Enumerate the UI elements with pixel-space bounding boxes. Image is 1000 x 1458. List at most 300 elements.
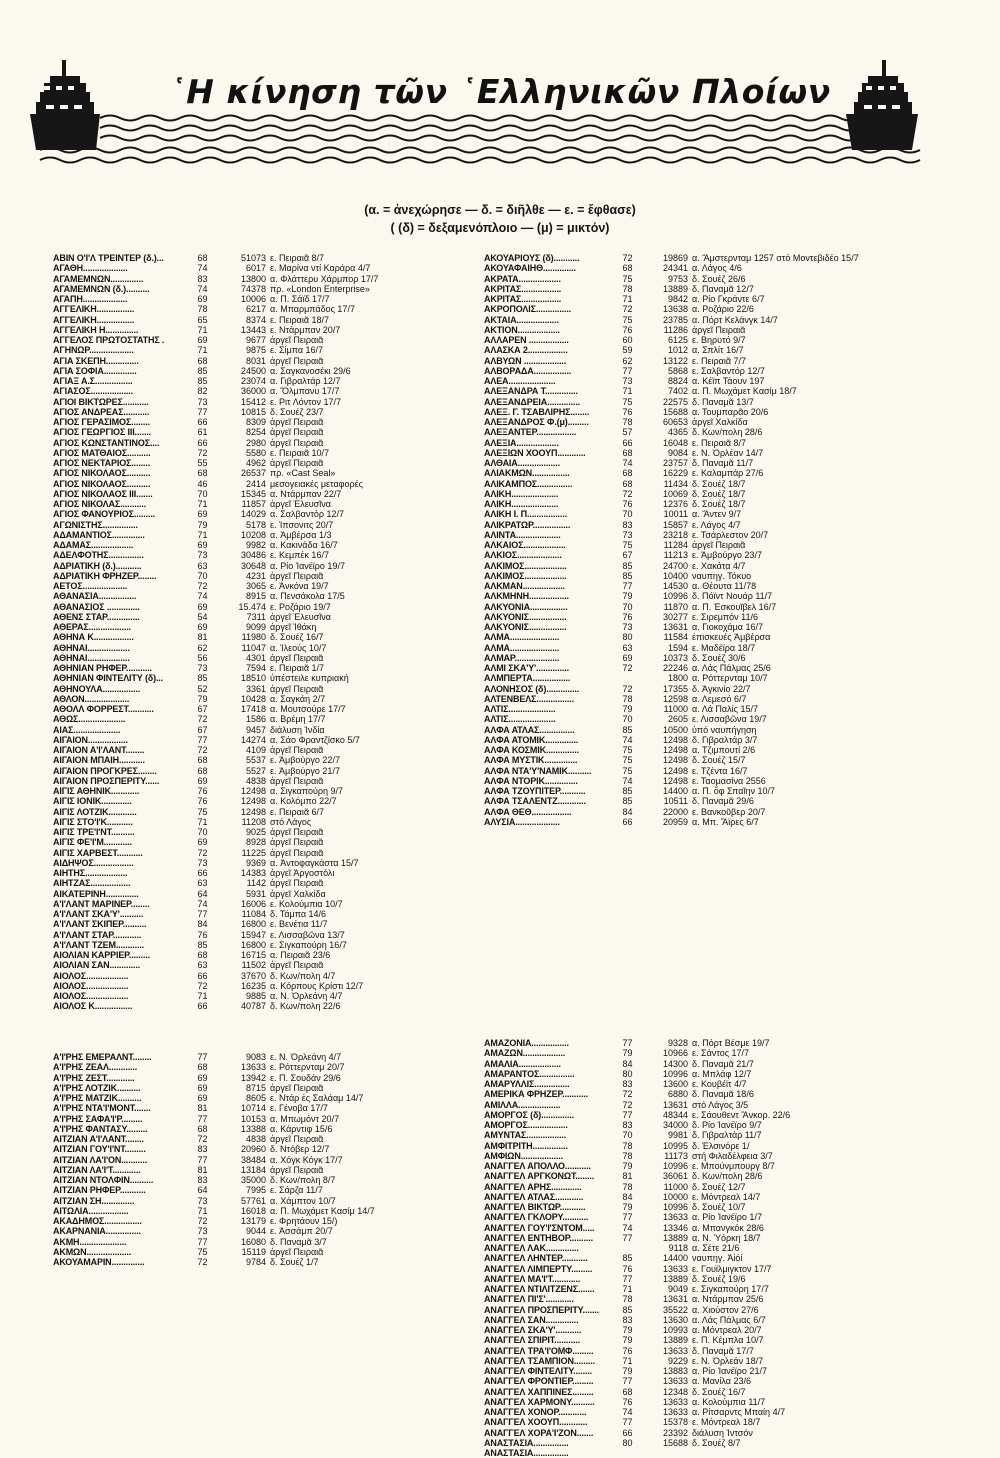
ship-name: Α'Ι'ΡΗΣ ΕΜΕΡΑΛΝΤ........ — [53, 1052, 152, 1062]
tonnage: 10208 — [240, 529, 266, 540]
ship-row — [484, 263, 860, 273]
ship-name: ΑΘΛΟΝ................... — [53, 693, 130, 704]
ship-status: α. Μπ. Ἄϊρες 6/7 — [692, 816, 759, 827]
ship-row — [53, 561, 445, 571]
build-year: 77 — [197, 909, 208, 919]
masthead — [0, 0, 1000, 190]
ship-name: ΑΙΑΣ.................... — [53, 724, 121, 735]
ship-row — [484, 776, 860, 786]
build-year: 59 — [622, 345, 633, 356]
build-year: 73 — [197, 857, 208, 868]
ship-name: Α'Ι'ΛΑΝΤ ΣΚΑ'Υ'.......... — [53, 909, 144, 919]
build-year: 79 — [622, 1325, 633, 1335]
tonnage: 13631 — [662, 1294, 688, 1305]
build-year: 84 — [622, 1191, 633, 1202]
tonnage: 36061 — [662, 1171, 688, 1182]
ship-row — [484, 643, 860, 653]
ship-status: δ. Σουέζ 10/7 — [692, 1202, 746, 1212]
ship-row — [53, 253, 445, 263]
ship-row — [53, 776, 445, 786]
ship-row — [53, 766, 445, 776]
ship-status: δ. Κων/πολη 8/7 — [270, 1175, 336, 1185]
ship-row — [53, 1083, 445, 1093]
build-year: 61 — [197, 427, 208, 438]
ship-status: α. Μπλάφ 12/7 — [692, 1068, 752, 1079]
build-year: 76 — [622, 611, 633, 622]
tonnage: 5580 — [245, 447, 266, 458]
ship-name: ΑΚΡΑΤΑ.................. — [484, 273, 561, 284]
ship-status: ε. Κουβέϊτ 4/7 — [692, 1079, 747, 1089]
ship-status: α. Τουμπαρᾶο 20/6 — [692, 406, 769, 417]
build-year: 71 — [197, 324, 208, 335]
ship-row — [53, 909, 445, 919]
ship-status: ε. Πειραιᾶ 8/7 — [270, 253, 325, 263]
ship-row — [484, 253, 860, 263]
ship-name: Α'Ι'ΡΗΣ ΖΕΑΛ............ — [53, 1062, 138, 1073]
build-year: 68 — [197, 468, 208, 479]
ship-row — [484, 755, 860, 765]
tonnage: 11173 — [664, 1150, 688, 1161]
ship-status: ε. Πειραιᾶ 18/7 — [270, 314, 330, 325]
ship-name: ΑΝΑΓΓΕΛ ΤΣΑΜΠΙΟΝ......... — [484, 1355, 595, 1366]
ship-row — [484, 786, 860, 796]
tonnage: 13179 — [240, 1216, 266, 1226]
build-year: 66 — [197, 1001, 208, 1012]
tonnage: 11208 — [241, 816, 266, 827]
ship-status: α. Λάς Πάλμας 6/7 — [692, 1314, 766, 1325]
ship-status: ἀργεῖ Πειραιᾶ — [270, 458, 324, 468]
tonnage: 11584 — [663, 632, 688, 643]
build-year: 69 — [622, 652, 633, 663]
build-year: 67 — [622, 550, 633, 561]
tonnage: 30648 — [240, 560, 266, 571]
ship-name: ΑΓΙΟΣ ΝΕΚΤΑΡΙΟΣ........ — [53, 458, 151, 468]
build-year: 82 — [197, 386, 208, 397]
build-year: 52 — [197, 683, 208, 694]
ship-name: ΑΝΑΣΤΑΣΙΑ............... — [484, 1448, 569, 1458]
tonnage: 11857 — [241, 499, 266, 509]
tonnage: 8915 — [245, 591, 266, 602]
tonnage: 24500 — [240, 365, 266, 376]
ship-row — [53, 950, 445, 960]
ship-list-column-1 — [53, 253, 445, 1012]
ship-row — [53, 1175, 445, 1185]
ship-status: ε. Ροζάριο 19/7 — [270, 601, 331, 612]
ship-status: α. Π. Μωχάμετ Κασίμ 14/7 — [270, 1205, 375, 1216]
ship-status: ε. Ντάρ ἐς Σαλάαμ 14/7 — [270, 1093, 364, 1103]
ship-name: ΑΓΙΟΣ ΓΕΩΡΓΙΟΣ ΙΙΙ....... — [53, 427, 152, 438]
tonnage: 16018 — [240, 1205, 266, 1216]
build-year: 68 — [622, 478, 633, 489]
ship-status: ἀργεῖ Πειραιᾶ — [270, 827, 324, 837]
ship-status: α. Σάο Φραντζίσκο 5/7 — [270, 734, 360, 745]
ship-row — [484, 1346, 860, 1356]
ship-name: ΑΓΙΟΣ ΦΑΝΟΥΡΙΟΣ......... — [53, 509, 156, 520]
tonnage: 11047 — [241, 642, 266, 653]
build-year: 69 — [197, 1082, 208, 1093]
tonnage: 9083 — [245, 1052, 266, 1062]
ship-name: Α'Ι'ΛΑΝΤ ΣΤΑΡ............ — [53, 929, 142, 940]
ship-name: Α'Ι'ΡΗΣ ΛΟΤΖΙΚ.......... — [53, 1082, 141, 1093]
ship-status: ἀργεῖ Ἐλευσῖνα — [270, 611, 331, 622]
ship-row — [484, 663, 860, 673]
ship-row — [484, 386, 860, 396]
ship-status: δ. Σουέζ 30/6 — [692, 652, 746, 663]
ship-status: ε. Κεμπέκ 16/7 — [270, 550, 329, 561]
ship-status: α. Ρίο Ἰανέϊρο 19/7 — [270, 560, 345, 571]
ship-row — [53, 356, 445, 366]
tonnage: 14383 — [240, 868, 266, 878]
tonnage: 12498 — [240, 786, 266, 796]
ship-status: ε. Κολούμπια 10/7 — [270, 898, 343, 909]
ship-name: ΑΓΩΝΙΣΤΗΣ............... — [53, 519, 138, 530]
ship-row — [53, 366, 445, 376]
ship-row — [484, 807, 860, 817]
ship-status: δ. Ἐλσινόρε 1/ — [692, 1140, 750, 1151]
tonnage: 13800 — [240, 273, 266, 284]
build-year: 46 — [197, 478, 208, 489]
ship-name: ΑΓΙΑΞ Α.Σ................ — [53, 376, 133, 386]
ship-name: ΑΙΓΙΣ ΑΘΗΝΙΚ............ — [53, 786, 140, 796]
ship-name: ΑΝΑΓΓΕΛ ΣΑΝ.............. — [484, 1314, 579, 1325]
tonnage: 13889 — [662, 1273, 688, 1284]
ship-name: ΑΘΕΡΑΣ.................. — [53, 622, 131, 632]
build-year: 77 — [622, 1212, 633, 1223]
ship-name: ΑΛΚΙΟΣ................... — [484, 550, 562, 561]
ship-row — [484, 745, 860, 755]
ship-row — [53, 263, 445, 273]
ship-status: α. Ντάρμπαν 22/7 — [270, 488, 342, 499]
tonnage: 9457 — [245, 724, 266, 735]
ship-row — [484, 366, 860, 376]
ship-name: ΑΜΑΡΥΛΛΙΣ............... — [484, 1079, 570, 1089]
build-year: 77 — [622, 1273, 633, 1284]
ship-row — [53, 1155, 445, 1165]
ship-row — [53, 1237, 445, 1247]
ship-row — [53, 1062, 445, 1072]
ship-name: ΑΘΕΝΣ ΣΤΑΡ.............. — [53, 611, 140, 622]
ship-status: ε. Σάρζα 11/7 — [270, 1185, 323, 1196]
ship-row — [484, 725, 860, 735]
ship-name: ΑΛΒΥΩΝ .................. — [484, 355, 567, 366]
tonnage: 2605 — [667, 714, 688, 725]
tonnage: 16048 — [662, 437, 688, 448]
ship-row — [53, 796, 445, 806]
ship-status: ἀργεῖ Πειραιᾶ — [270, 745, 324, 755]
ship-status: ἀργεῖ Πειραιᾶ — [270, 960, 324, 971]
ship-name: ΑΚΡΙΤΑΣ................. — [484, 283, 562, 294]
ship-name: ΑΙΓΙΣ ΛΟΤΖΙΚ............ — [53, 806, 137, 817]
tonnage: 10511 — [663, 796, 688, 807]
tonnage: 48344 — [662, 1109, 688, 1120]
ship-row — [484, 1376, 860, 1386]
tonnage: 9981 — [667, 1130, 688, 1141]
build-year: 72 — [197, 847, 208, 858]
tonnage: 36000 — [240, 386, 266, 397]
ship-status: ε. Σιγκαπούρη 17/7 — [692, 1284, 769, 1294]
tonnage: 15.474 — [238, 601, 266, 612]
tonnage: 10714 — [240, 1103, 266, 1114]
ship-name: ΑΛΙΚΡΑΤΩΡ................ — [484, 519, 571, 530]
ship-status: ε. Λάγος 4/7 — [692, 519, 741, 530]
build-year: 83 — [622, 1314, 633, 1325]
ship-status: α. Κολόμπο 22/7 — [270, 796, 337, 807]
tonnage: 6217 — [245, 304, 266, 315]
ship-name: ΑΛΕΞΙΑ.................. — [484, 437, 559, 448]
build-year: 74 — [197, 591, 208, 602]
ship-name: Α'Ι'ΡΗΣ ΦΑΝΤΑΣΥ......... — [53, 1123, 148, 1134]
ship-row — [484, 304, 860, 314]
ship-status: α. Ἰλεούς 10/7 — [270, 642, 327, 653]
ship-status: α. Π. Μωχάμετ Κασίμ 18/7 — [692, 386, 797, 397]
ship-status: ε. Γένοβα 17/7 — [270, 1103, 328, 1114]
ship-name: ΑΛΕΑ.................... — [484, 376, 556, 386]
ship-row — [53, 602, 445, 612]
ship-name: ΑΛΦΑ ΝΤΟΡΙΚ.............. — [484, 775, 578, 786]
ship-row — [484, 417, 860, 427]
ship-status: α. Μανίλα 23/6 — [692, 1376, 751, 1387]
ship-status: δ. Παναμᾶ 29/6 — [692, 796, 754, 807]
tonnage: 13633 — [662, 1376, 688, 1387]
ship-name: ΑΜΥΝΤΑΣ................. — [484, 1130, 567, 1141]
build-year: 77 — [197, 734, 208, 745]
ship-status: ε. Φρητάουν 15/) — [270, 1216, 338, 1226]
tonnage: 11284 — [663, 540, 688, 550]
tonnage: 23785 — [662, 314, 688, 325]
ship-name: ΑΓΙΟΣ ΚΩΝΣΤΑΝΤΙΝΟΣ.... — [53, 437, 160, 448]
build-year: 77 — [197, 1052, 208, 1062]
ship-row — [53, 1185, 445, 1195]
build-year: 85 — [197, 365, 208, 376]
tonnage: 2980 — [245, 437, 266, 448]
tonnage: 23757 — [662, 458, 688, 468]
ship-status: α. Γιοκοχάμα 16/7 — [692, 622, 764, 632]
ship-row — [53, 294, 445, 304]
tonnage: 40787 — [240, 1001, 266, 1012]
build-year: 71 — [197, 991, 208, 1001]
ship-name: Α'Ι'ΡΗΣ ΣΑΦΑ'Ι'Ρ......... — [53, 1113, 143, 1124]
ship-name: ΑΜΑΖΩΝ.................. — [484, 1048, 566, 1059]
ship-name: ΑΓΙΑΣΟΣ.................. — [53, 386, 133, 397]
build-year: 85 — [622, 1253, 633, 1264]
tonnage: 4838 — [245, 775, 266, 786]
ship-status: α. Χιούστον 27/6 — [692, 1304, 759, 1315]
tonnage: 10995 — [662, 1140, 688, 1151]
ship-status: δ. Παναμᾶ 3/7 — [270, 1236, 327, 1247]
build-year: 79 — [197, 519, 208, 530]
tonnage: 10000 — [662, 1191, 688, 1202]
ship-status: ε. Τσάρλεστον 20/7 — [692, 529, 769, 540]
tonnage: 8605 — [245, 1093, 266, 1103]
ship-row — [484, 540, 860, 550]
build-year: 72 — [622, 488, 633, 499]
ship-name: ΑΛΙΚΗ Ι. Π................. — [484, 509, 567, 520]
build-year: 65 — [197, 314, 208, 325]
ship-status: ε. Ν. Ὀρλεάν 18/7 — [692, 1355, 764, 1366]
ship-row — [53, 397, 445, 407]
tonnage: 4365 — [667, 427, 688, 438]
ship-name: ΑΘΩΣ.................... — [53, 714, 126, 725]
tonnage: 10996 — [662, 1202, 688, 1212]
ship-row — [53, 1226, 445, 1236]
ship-status: ἀργεῖ Πειραιᾶ — [692, 540, 746, 550]
ship-name: ΑΙΟΛΙΑΝ ΚΑΡΡΙΕΡ......... — [53, 950, 151, 960]
ship-row — [484, 1438, 860, 1448]
ship-name: ΑΘΗΝΙΑΝ ΦΙΝΤΕΛΙΤΥ (δ)... — [53, 673, 164, 684]
ship-name: ΑΓΙΟΣ ΓΕΡΑΣΙΜΟΣ........ — [53, 417, 150, 427]
ship-status: α. Ἀντοφαγκάστα 15/7 — [270, 857, 359, 868]
ship-row — [53, 837, 445, 847]
ship-name: ΑΙΓΑΙΟΝ Α'Ι'ΛΑΝΤ........ — [53, 745, 145, 755]
ship-name: ΑΝΑΓΓΕΛ ΓΟΥ'Ι'ΣΝΤΟΜ..... — [484, 1222, 595, 1233]
tonnage: 60653 — [662, 417, 688, 427]
ship-status: α. Ἄμστερνταμ 1257 στό Μοντεβιδέο 15/7 — [692, 253, 859, 263]
ship-row — [53, 632, 445, 642]
build-year: 55 — [197, 458, 208, 468]
tonnage: 13631 — [662, 1099, 688, 1110]
ship-row — [53, 448, 445, 458]
tonnage: 22246 — [662, 663, 688, 673]
tonnage: 11000 — [663, 704, 688, 714]
ship-name: ΑΛΜΙ ΣΚΑ'Υ'.............. — [484, 663, 569, 673]
build-year: 69 — [197, 509, 208, 520]
ship-row — [484, 1335, 860, 1345]
ship-name: ΑΚΟΥΑΡΙΟΥΣ (δ)........... — [484, 253, 580, 263]
ship-name: ΑΛΚΜΑΝ.................. — [484, 581, 565, 591]
ship-status: α. Σαλβαντόρ 12/7 — [270, 509, 345, 520]
ship-status: πρ. «London Enterprise» — [270, 283, 370, 294]
legend-ship-types: ( (δ) = δεξαμενόπλοιο — (μ) = μικτόν) — [390, 221, 610, 235]
ship-row — [53, 417, 445, 427]
ship-row — [484, 356, 860, 366]
tonnage: 16006 — [240, 898, 266, 909]
ship-name: ΑΛΕΞΑΝΤΕΡ................. — [484, 427, 577, 438]
build-year: 69 — [197, 1072, 208, 1083]
ship-status: δ. Σουέζ 16/7 — [270, 632, 324, 643]
build-year: 76 — [622, 499, 633, 509]
ship-name: ΑΝΑΓΓΕΛ ΑΠΟΛΛΟ........... — [484, 1161, 591, 1171]
build-year: 81 — [197, 632, 208, 643]
ship-row — [484, 1448, 860, 1458]
ship-name: ΑΙΓΑΙΟΝ ΠΡΟΓΚΡΕΣ........ — [53, 765, 157, 776]
ship-name: ΑΙΤΖΙΑΝ Α'Ι'ΛΑΝΤ........ — [53, 1134, 144, 1144]
ship-row — [53, 1052, 445, 1062]
tonnage: 15947 — [240, 929, 266, 940]
ship-name: ΑΜΟΡΓΟΣ (δ).............. — [484, 1109, 575, 1120]
ship-name: ΑΓΓΕΛΙΚΗ................ — [53, 314, 135, 325]
ship-status: διάλυση Ἰντσόν — [692, 1427, 753, 1438]
tonnage: 4962 — [245, 458, 266, 468]
build-year: 67 — [197, 724, 208, 735]
ship-status: α. Κακινάδα 16/7 — [270, 540, 338, 550]
build-year: 77 — [197, 1154, 208, 1165]
build-year: 76 — [197, 786, 208, 796]
ship-name: ΑΙΓΙΣ ΙΟΝΙΚ............. — [53, 796, 132, 807]
tonnage: 9044 — [245, 1226, 266, 1237]
ship-status: α. Λεμεσό 6/7 — [692, 693, 747, 704]
tonnage: 14400 — [662, 786, 688, 796]
ship-name: ΑΛΦΑ ΑΤΟΜΙΚ.............. — [484, 734, 579, 745]
tonnage: 18510 — [240, 673, 266, 684]
ship-status: ε. Πειραιᾶ 1/7 — [270, 663, 325, 673]
ship-status: στό Λάγος 3/5 — [692, 1099, 749, 1110]
ship-row — [53, 755, 445, 765]
ship-row — [484, 1253, 860, 1263]
tonnage: 9677 — [245, 335, 266, 345]
tonnage: 10400 — [662, 570, 688, 581]
ship-status: ε. Ἀσσάμπ 20/7 — [270, 1226, 333, 1237]
tonnage: 12498 — [662, 765, 688, 776]
ship-row — [53, 458, 445, 468]
ship-status: ε. Μόντρεαλ 14/7 — [692, 1191, 761, 1202]
ship-status: ε. Πειραιᾶ 7/7 — [692, 355, 747, 366]
ship-row — [484, 1182, 860, 1192]
ship-row — [484, 591, 860, 601]
build-year: 76 — [197, 796, 208, 807]
ship-status: α. Ρίο Ἰανέϊρο 1/7 — [692, 1212, 762, 1223]
ship-status: α. Π. Ἐσκουῖβελ 16/7 — [692, 601, 777, 612]
ship-status: ἀργεῖ Πειραιᾶ — [270, 335, 324, 345]
ship-name: ΑΙΤΖΙΑΝ ΡΗΦΕΡ........... — [53, 1185, 146, 1196]
ship-row — [484, 550, 860, 560]
ship-status: ἀργεῖ Πειραιᾶ — [270, 652, 324, 663]
ship-name: ΑΔΑΜΑΝΤΙΟΣ.............. — [53, 529, 145, 540]
tonnage: 13889 — [662, 1335, 688, 1346]
tonnage: 22000 — [662, 806, 688, 817]
ship-name: ΑΙΗΤΖΑΣ................. — [53, 878, 131, 889]
ship-name: ΑΙΤΖΙΑΝ ΣΗ.............. — [53, 1195, 135, 1206]
ship-name: ΑΙΤΩΛΙΑ................. — [53, 1205, 129, 1216]
ship-row — [53, 1114, 445, 1124]
ship-row — [53, 274, 445, 284]
tonnage: 8309 — [245, 417, 266, 427]
ship-row — [53, 735, 445, 745]
tonnage: 11084 — [241, 909, 266, 919]
ship-status: ε. Ν. Ὀρλεάνη 4/7 — [270, 1052, 342, 1062]
ship-status: α. Πενσάκολα 17/5 — [270, 591, 345, 602]
ship-status: μεσογειακές μεταφορές — [270, 478, 363, 489]
tonnage: 1586 — [245, 714, 266, 725]
build-year: 72 — [622, 304, 633, 315]
tonnage: 4838 — [245, 1134, 266, 1144]
ship-name: ΑΛΚΙΜΟΣ.................. — [484, 560, 567, 571]
build-year: 72 — [197, 447, 208, 458]
ship-status: α. Ντάρμπαν 25/6 — [692, 1294, 764, 1305]
build-year: 72 — [622, 663, 633, 673]
build-year: 79 — [197, 693, 208, 704]
ship-name: ΑΓΙΑ ΣΟΦΙΑ.............. — [53, 365, 137, 376]
build-year: 70 — [622, 1130, 633, 1141]
ship-status: α. Σαγκανοσέκι 29/6 — [270, 365, 351, 376]
ship-name: ΑΙΟΛΙΑΝ ΣΑΝ............. — [53, 960, 141, 971]
build-year: 71 — [622, 1355, 633, 1366]
ship-name: ΑΘΑΝΑΣΙΟΣ .............. — [53, 601, 140, 612]
build-year: 74 — [622, 775, 633, 786]
tonnage: 35000 — [240, 1175, 266, 1185]
tonnage: 19869 — [662, 253, 688, 263]
ship-name: ΑΘΗΝΑ Κ................. — [53, 632, 134, 643]
ship-name: ΑΛΦΑ ΤΣΑΛΕΝΤΖ............ — [484, 796, 586, 807]
ship-name: ΑΚΟΥΑΜΑΡΙΝ.............. — [53, 1257, 145, 1267]
tonnage: 9049 — [667, 1284, 688, 1294]
ship-row — [53, 612, 445, 622]
build-year: 72 — [197, 1257, 208, 1267]
ship-row — [484, 1100, 860, 1110]
ship-status: ἀργεῖ Χαλκίδα — [692, 417, 748, 427]
ship-status: ε. Πειραιᾶ 6/7 — [270, 806, 325, 817]
ship-name: ΑΓΓΕΛΙΚΗ................ — [53, 304, 135, 315]
ship-status: ε. Ἱπσονιτς 20/7 — [270, 519, 334, 530]
